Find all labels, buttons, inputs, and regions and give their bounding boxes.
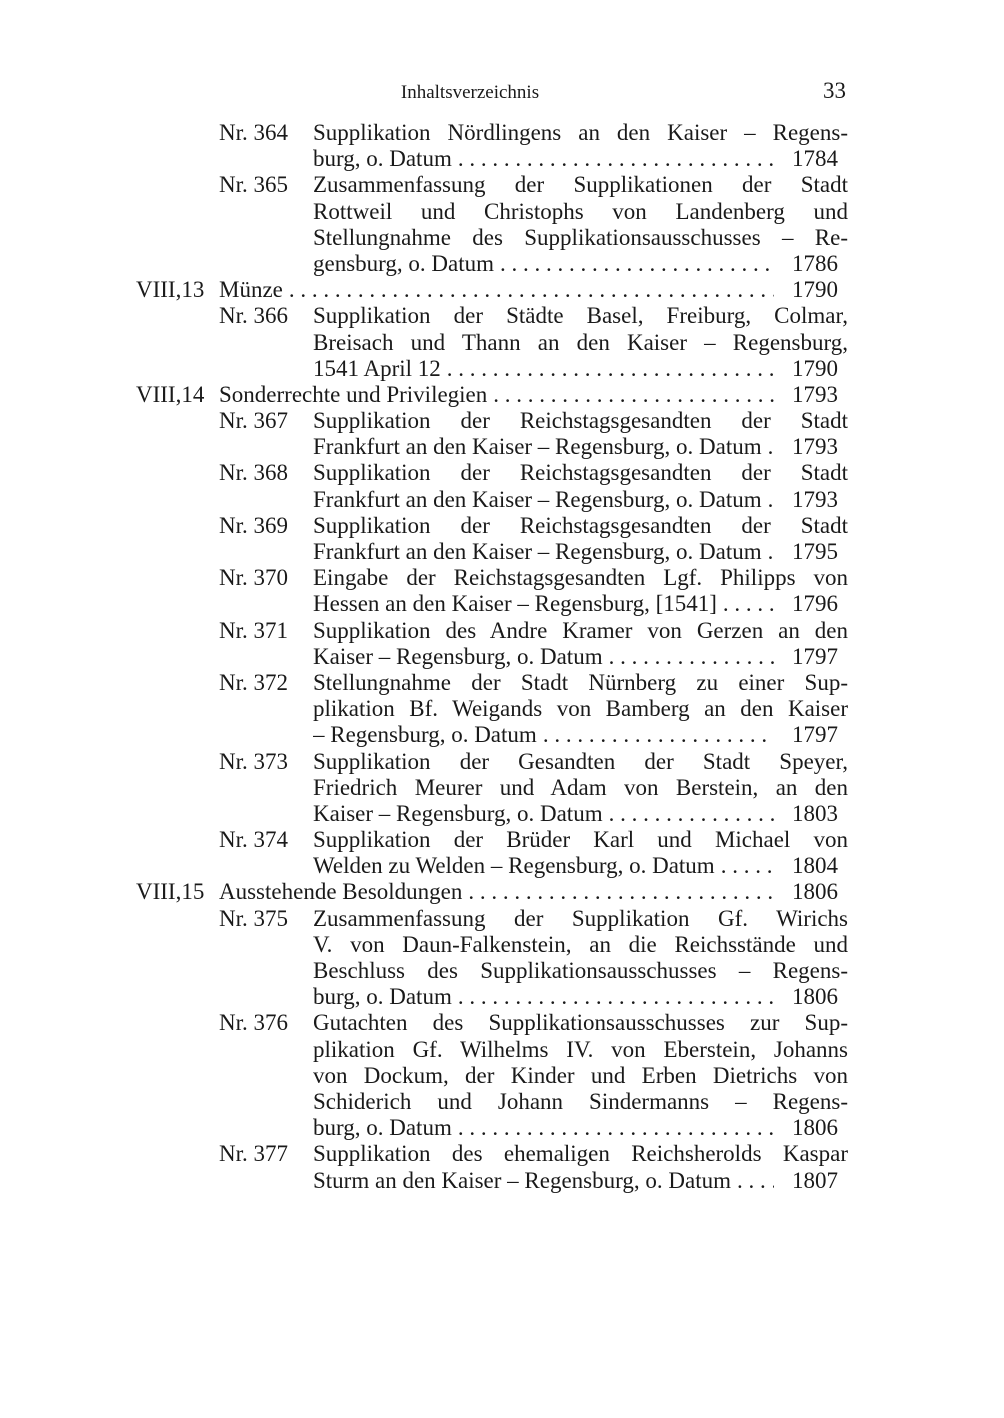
entry-number: Nr. 375	[219, 905, 288, 931]
entry-number: Nr. 364	[219, 120, 288, 145]
entry-title-line: Schiderich und Johann Sindermanns – Regens-	[313, 1088, 848, 1114]
entry-number: Nr. 365	[219, 172, 288, 198]
toc-document-entry	[136, 749, 848, 828]
toc-section-entry	[136, 879, 848, 905]
entry-number: Nr. 368	[219, 460, 288, 486]
entry-title-line: Breisach und Thann an den Kaiser – Regensburg,	[313, 329, 848, 355]
entry-title	[219, 879, 848, 905]
entry-page-number: 1784	[792, 146, 838, 172]
entry-title-text: – Regensburg, o. Datum	[313, 722, 537, 748]
toc-section-entry	[136, 382, 848, 408]
dot-leader	[768, 434, 774, 460]
entry-page-number: 1797	[792, 643, 838, 669]
entry-title-line: Friedrich Meurer und Adam von Berstein, an den	[313, 774, 848, 800]
entry-page-number: 1793	[792, 381, 838, 407]
page-number: 33	[823, 78, 846, 103]
toc-document-entry	[136, 906, 848, 1011]
entry-title-line	[313, 644, 848, 670]
entry-title-line: plikation Bf. Weigands von Bamberg an den Kaiser	[313, 696, 848, 722]
dot-leader	[609, 644, 774, 670]
entry-title-line: Beschluss des Supplikationsausschusses – Regens-	[313, 958, 848, 983]
entry-title-text: Münze	[219, 277, 283, 303]
entry-title	[313, 460, 848, 512]
entry-page-number: 1806	[792, 879, 838, 905]
entry-number: Nr. 373	[219, 748, 288, 774]
entry-title-line: Gutachten des Supplikationsausschusses zur Sup-	[313, 1010, 848, 1036]
entry-title	[313, 513, 848, 565]
entry-title-line	[313, 356, 848, 382]
entry-title	[313, 172, 848, 277]
entry-title-line: Supplikation des Andre Kramer von Gerzen an den	[313, 617, 848, 643]
entry-title-line: Supplikation der Reichstagsgesandten der Stadt	[313, 408, 848, 434]
entry-title	[313, 749, 848, 828]
dot-leader	[458, 984, 774, 1010]
entry-title-text: 1541 April 12	[313, 355, 441, 381]
toc-document-entry	[136, 408, 848, 460]
entry-title-line: Stellungnahme der Stadt Nürnberg zu einer Sup-	[313, 669, 848, 695]
dot-leader	[458, 146, 774, 172]
dot-leader	[447, 356, 774, 382]
entry-title-text: Sturm an den Kaiser – Regensburg, o. Datum	[313, 1167, 731, 1193]
entry-title-line: Rottweil und Christophs von Landenberg und	[313, 198, 848, 224]
entry-title-line: Supplikation des ehemaligen Reichsherolds Kaspar	[313, 1141, 848, 1167]
entry-title-line	[313, 434, 848, 460]
entry-title-text: Kaiser – Regensburg, o. Datum	[313, 800, 603, 826]
entry-number: Nr. 372	[219, 669, 288, 695]
entry-page-number: 1790	[792, 355, 838, 381]
entry-page-number: 1806	[792, 984, 838, 1010]
entry-number: Nr. 376	[219, 1010, 288, 1036]
entry-title-line: Zusammenfassung der Supplikation Gf. Wirichs	[313, 905, 848, 931]
dot-leader	[289, 277, 774, 303]
entry-number: Nr. 371	[219, 617, 288, 643]
toc-document-entry	[136, 513, 848, 565]
toc-document-entry	[136, 618, 848, 670]
dot-leader	[543, 722, 774, 748]
entry-title	[313, 408, 848, 460]
toc-document-entry	[136, 670, 848, 749]
entry-title-line: von Dockum, der Kinder und Erben Dietrichs von	[313, 1062, 848, 1088]
entry-title-line: V. von Daun-Falkenstein, an die Reichsstände und	[313, 931, 848, 957]
entry-number: Nr. 366	[219, 303, 288, 329]
dot-leader	[609, 801, 774, 827]
entry-title-line: Supplikation der Brüder Karl und Michael von	[313, 827, 848, 853]
entry-number: Nr. 377	[219, 1141, 288, 1167]
toc-document-entry	[136, 303, 848, 382]
entry-title	[313, 565, 848, 617]
entry-title-text: Frankfurt an den Kaiser – Regensburg, o. Datum	[313, 539, 762, 564]
dot-leader	[468, 879, 774, 905]
entry-title-line: Supplikation der Städte Basel, Freiburg, Colmar,	[313, 303, 848, 329]
entry-title-line	[219, 277, 848, 303]
entry-number: Nr. 367	[219, 408, 288, 434]
toc-document-entry	[136, 565, 848, 617]
entry-page-number: 1807	[792, 1167, 838, 1193]
entry-title	[313, 1010, 848, 1141]
table-of-contents	[136, 120, 848, 1194]
entry-number: Nr. 370	[219, 565, 288, 591]
entry-title-line	[313, 539, 848, 565]
entry-number: VIII,13	[136, 277, 205, 303]
entry-title-line	[313, 984, 848, 1010]
entry-title-text: Sonderrechte und Privilegien	[219, 381, 488, 407]
entry-title-text: gensburg, o. Datum	[313, 250, 495, 276]
entry-title-text: burg, o. Datum	[313, 984, 452, 1010]
entry-title-line	[219, 879, 848, 905]
entry-title-line	[313, 251, 848, 277]
toc-document-entry	[136, 172, 848, 277]
entry-title	[313, 618, 848, 670]
dot-leader	[500, 251, 774, 277]
dot-leader	[737, 1168, 774, 1194]
entry-title-text: Frankfurt an den Kaiser – Regensburg, o. Datum	[313, 434, 762, 460]
entry-page-number: 1803	[792, 800, 838, 826]
entry-title-line: Stellungnahme des Supplikationsausschusses – Re-	[313, 224, 848, 250]
entry-title-line	[313, 591, 848, 617]
entry-page-number: 1804	[792, 853, 838, 879]
entry-title-line: Zusammenfassung der Supplikationen der Stadt	[313, 172, 848, 198]
toc-section-entry	[136, 277, 848, 303]
entry-title-line: Supplikation Nördlingens an den Kaiser – Regens-	[313, 120, 848, 145]
entry-page-number: 1786	[792, 250, 838, 276]
toc-document-entry	[136, 460, 848, 512]
entry-number: VIII,14	[136, 381, 205, 407]
entry-title-line: plikation Gf. Wilhelms IV. von Eberstein, Johanns	[313, 1036, 848, 1062]
entry-page-number: 1793	[792, 486, 838, 512]
entry-number: VIII,15	[136, 879, 205, 905]
entry-title-line	[313, 1168, 848, 1194]
entry-page-number: 1793	[792, 434, 838, 460]
entry-number: Nr. 369	[219, 512, 288, 538]
entry-title-text: Ausstehende Besoldungen	[219, 879, 463, 905]
entry-title-line: Supplikation der Gesandten der Stadt Speyer,	[313, 748, 848, 774]
entry-title	[313, 303, 848, 382]
entry-title-line	[313, 801, 848, 827]
entry-title-line	[313, 722, 848, 748]
toc-document-entry	[136, 120, 848, 172]
dot-leader	[721, 853, 774, 879]
entry-title	[219, 382, 848, 408]
entry-title-text: Welden zu Welden – Regensburg, o. Datum	[313, 853, 715, 879]
toc-document-entry	[136, 1010, 848, 1141]
entry-title	[313, 906, 848, 1011]
entry-page-number: 1795	[792, 539, 838, 564]
entry-title-text: Kaiser – Regensburg, o. Datum	[313, 643, 603, 669]
dot-leader	[493, 382, 774, 408]
dot-leader	[768, 487, 774, 513]
entry-title-text: burg, o. Datum	[313, 1115, 452, 1141]
entry-page-number: 1797	[792, 722, 838, 748]
toc-document-entry	[136, 827, 848, 879]
entry-title-line: Supplikation der Reichstagsgesandten der Stadt	[313, 460, 848, 486]
entry-title-text: Hessen an den Kaiser – Regensburg, [1541]	[313, 591, 717, 617]
entry-page-number: 1796	[792, 591, 838, 617]
entry-title-line	[313, 146, 848, 172]
entry-title-line: Eingabe der Reichstagsgesandten Lgf. Philipps von	[313, 565, 848, 591]
entry-title	[313, 827, 848, 879]
dot-leader	[723, 591, 774, 617]
entry-title-line	[219, 382, 848, 408]
entry-title	[219, 277, 848, 303]
toc-document-entry	[136, 1141, 848, 1193]
entry-title-line: Supplikation der Reichstagsgesandten der Stadt	[313, 512, 848, 538]
dot-leader	[768, 539, 774, 565]
entry-title-text: burg, o. Datum	[313, 146, 452, 172]
entry-number: Nr. 374	[219, 827, 288, 853]
entry-title-line	[313, 1115, 848, 1141]
entry-title-text: Frankfurt an den Kaiser – Regensburg, o. Datum	[313, 486, 762, 512]
entry-title-line	[313, 487, 848, 513]
entry-title	[313, 1141, 848, 1193]
dot-leader	[458, 1115, 774, 1141]
entry-title	[313, 120, 848, 172]
entry-title-line	[313, 853, 848, 879]
running-title: Inhaltsverzeichnis	[400, 82, 540, 103]
entry-page-number: 1790	[792, 277, 838, 303]
entry-title	[313, 670, 848, 749]
entry-page-number: 1806	[792, 1115, 838, 1141]
